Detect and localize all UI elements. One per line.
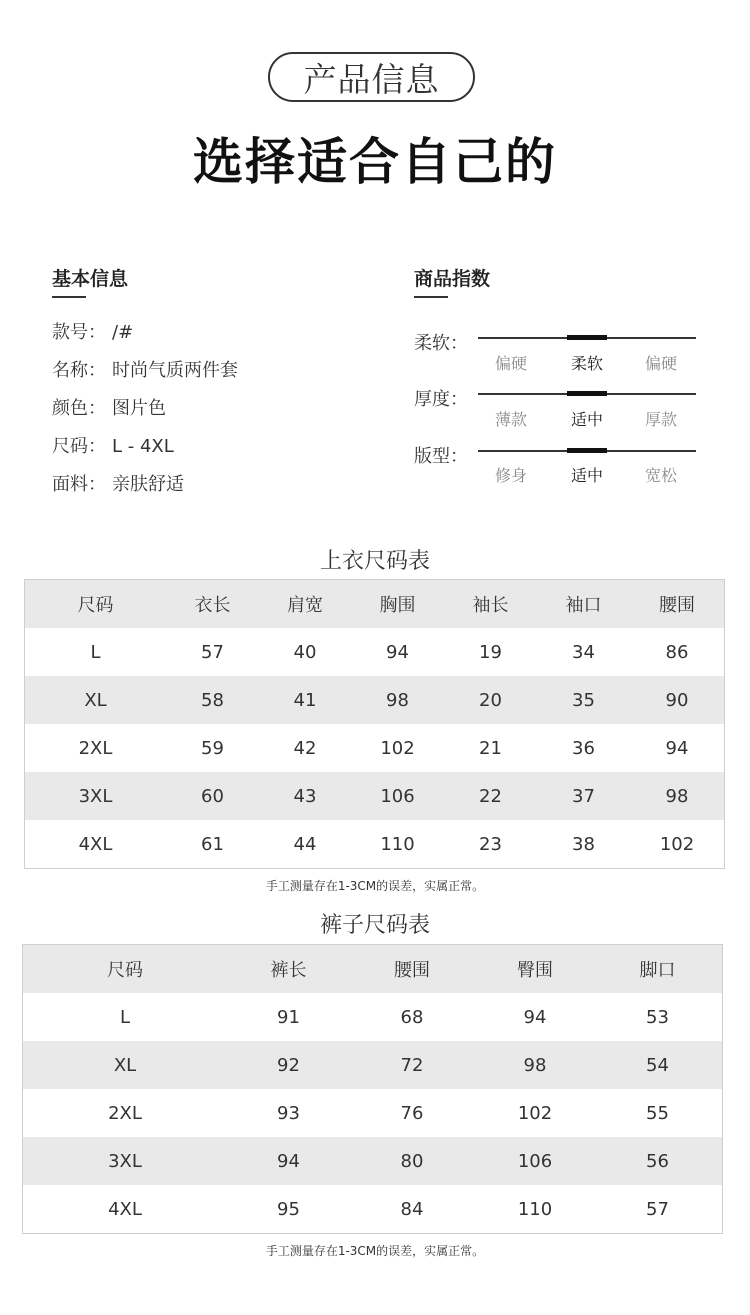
info-value: /# (112, 322, 134, 343)
table-cell: 61 (201, 833, 224, 855)
table-cell: 42 (293, 737, 317, 759)
table-cell: 40 (293, 641, 317, 663)
index-label-fit: 版型： (414, 446, 468, 467)
table-cell: 20 (479, 689, 502, 711)
table-cell: 22 (479, 785, 502, 807)
table-cell: 23 (479, 833, 502, 855)
table-header-row (25, 580, 724, 628)
table-header-row (23, 945, 722, 993)
table-cell: 3XL (78, 785, 113, 807)
main-title: 选择适合自己的 (193, 133, 557, 191)
table-row (25, 628, 724, 676)
table-cell: 94 (523, 1006, 547, 1028)
table-cell: 35 (572, 689, 595, 711)
table-cell: 57 (201, 641, 224, 663)
info-value: L - 4XL (112, 436, 174, 457)
table-header-cell: 腰围 (659, 595, 695, 616)
table-cell: 93 (277, 1102, 300, 1124)
table-cell: 37 (572, 785, 595, 807)
table-cell: L (90, 641, 101, 663)
index-option-selected: 柔软 (570, 354, 603, 373)
index-scale-marker (567, 391, 607, 396)
measurement-note: 手工测量存在1-3CM的误差，实属正常。 (265, 879, 485, 893)
table-cell: 98 (386, 689, 409, 711)
table-row (23, 1185, 722, 1233)
table-header-cell: 脚口 (639, 960, 676, 981)
table-header-cell: 衣长 (194, 595, 231, 616)
index-option: 偏硬 (494, 354, 527, 373)
table-row (23, 993, 722, 1041)
table-cell: 102 (659, 833, 695, 855)
table-header-cell: 裤长 (270, 960, 307, 981)
table-cell: 98 (665, 785, 689, 807)
index-option: 偏硬 (644, 354, 677, 373)
table-cell: 92 (277, 1054, 300, 1076)
table-cell: 43 (293, 785, 317, 807)
table-cell: 110 (380, 833, 415, 855)
table-cell: 94 (665, 737, 689, 759)
section-pill-label: 产品信息 (268, 52, 475, 102)
table-row (25, 676, 724, 724)
table-cell: 68 (400, 1006, 424, 1028)
info-row-name (52, 356, 238, 382)
table-cell: 106 (517, 1150, 553, 1172)
info-row-style-no (52, 318, 133, 344)
pants-size-table (22, 944, 723, 1234)
table-cell: 106 (380, 785, 415, 807)
table-cell: 59 (201, 737, 224, 759)
product-index-underline (414, 296, 448, 298)
table-cell: 41 (293, 689, 317, 711)
index-option-selected: 适中 (570, 410, 603, 429)
product-index-title: 商品指数 (414, 268, 491, 290)
table-header-cell: 臀围 (517, 960, 553, 981)
table-cell: L (119, 1006, 131, 1028)
table-row (23, 1041, 722, 1089)
info-row-color (52, 394, 166, 420)
index-option: 宽松 (644, 466, 677, 485)
info-label: 尺码： (52, 436, 106, 457)
table-row (25, 772, 724, 820)
basic-info-title: 基本信息 (52, 268, 129, 290)
table-cell: 72 (400, 1054, 424, 1076)
table-cell: 98 (523, 1054, 547, 1076)
table-row (23, 1137, 722, 1185)
top-size-table (24, 579, 725, 869)
index-scale-marker (567, 448, 607, 453)
table-cell: 76 (400, 1102, 424, 1124)
table-cell: XL (113, 1054, 137, 1076)
info-row-size (52, 432, 174, 458)
table-cell: 55 (646, 1102, 669, 1124)
table-cell: 3XL (108, 1150, 142, 1172)
table-cell: 95 (277, 1198, 300, 1220)
table-cell: 38 (572, 833, 595, 855)
table-cell: 110 (517, 1198, 553, 1220)
info-value: 图片色 (112, 398, 166, 419)
info-label: 颜色： (52, 398, 106, 419)
index-option: 厚款 (644, 410, 677, 429)
table-header-cell: 尺码 (107, 960, 143, 981)
info-value: 时尚气质两件套 (112, 360, 238, 381)
index-option-selected: 适中 (570, 466, 603, 485)
table-cell: 36 (572, 737, 595, 759)
table-cell: 80 (400, 1150, 424, 1172)
info-label: 款号： (52, 322, 106, 343)
index-label-softness: 柔软： (414, 333, 468, 354)
table-cell: 102 (517, 1102, 553, 1124)
table-cell: 86 (665, 641, 689, 663)
index-option: 薄款 (494, 410, 527, 429)
index-label-thickness: 厚度： (414, 389, 468, 410)
table-cell: 21 (479, 737, 502, 759)
table-cell: 58 (201, 689, 224, 711)
table-header-cell: 肩宽 (287, 595, 323, 616)
pants-size-table-title: 裤子尺码表 (319, 913, 430, 938)
table-row (25, 724, 724, 772)
table-cell: 84 (400, 1198, 424, 1220)
table-cell: 54 (646, 1054, 669, 1076)
table-header-cell: 胸围 (379, 595, 416, 616)
table-cell: 4XL (78, 833, 113, 855)
table-cell: 2XL (78, 737, 113, 759)
info-row-fabric (52, 470, 184, 496)
table-row (23, 1089, 722, 1137)
table-cell: 19 (479, 641, 502, 663)
table-cell: 4XL (108, 1198, 142, 1220)
table-cell: XL (84, 689, 107, 711)
info-label: 面料： (52, 474, 106, 495)
top-size-table-title: 上衣尺码表 (319, 549, 430, 574)
table-cell: 56 (646, 1150, 669, 1172)
table-cell: 60 (201, 785, 224, 807)
table-header-cell: 袖口 (565, 595, 602, 616)
info-value: 亲肤舒适 (112, 474, 184, 495)
measurement-note: 手工测量存在1-3CM的误差，实属正常。 (265, 1244, 485, 1258)
info-label: 名称： (52, 360, 106, 381)
table-cell: 91 (277, 1006, 300, 1028)
table-row (25, 820, 724, 868)
table-header-cell: 尺码 (77, 595, 114, 616)
table-cell: 34 (572, 641, 595, 663)
table-cell: 90 (665, 689, 689, 711)
table-cell: 94 (386, 641, 409, 663)
basic-info-underline (52, 296, 86, 298)
table-cell: 57 (646, 1198, 669, 1220)
index-scale-marker (567, 335, 607, 340)
table-header-cell: 袖长 (472, 595, 509, 616)
table-cell: 44 (293, 833, 317, 855)
index-option: 修身 (494, 466, 527, 485)
table-cell: 53 (646, 1006, 669, 1028)
table-cell: 94 (277, 1150, 300, 1172)
table-cell: 102 (380, 737, 415, 759)
table-header-cell: 腰围 (394, 960, 430, 981)
table-cell: 2XL (108, 1102, 142, 1124)
